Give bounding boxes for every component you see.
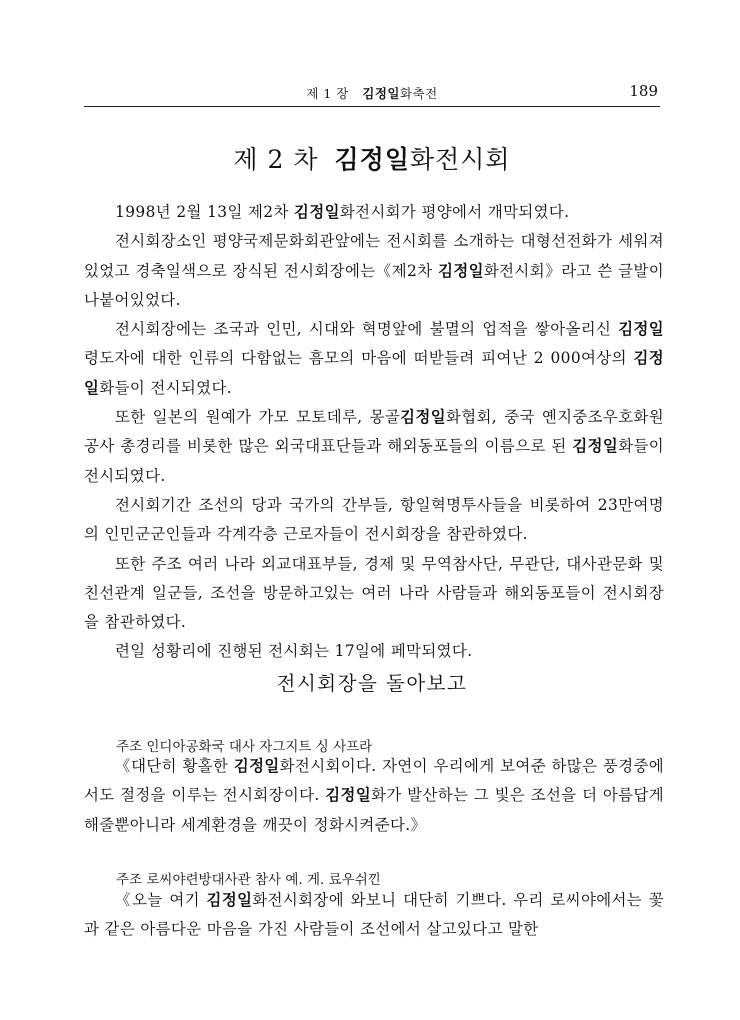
title-rest: 화전시회: [409, 145, 511, 174]
leader-name: 김정일: [438, 261, 484, 280]
page-title: [84, 140, 660, 176]
paragraph-6: 또한 주조 여러 나라 외교대표부들, 경제 및 무역참사단, 무관단, 대사관문화 및 친선관계 일군들, 조선을 방문하고있는 여러 나라 사람들과 해외동포들이 전시회장을 참관하였다.: [84, 554, 664, 632]
leader-name: 김정일: [84, 349, 664, 397]
title-name: 김정일: [334, 145, 410, 174]
quote-text: [84, 752, 664, 840]
paragraph-text: 화협회, 중국 옌지중조우호화원공사 총경리를 비롯한 많은 외국대표단들과 해외동포들의 이름으로 된: [84, 408, 664, 456]
paragraph-text: 1998년 2월 13일 제2차: [115, 203, 295, 221]
quote-part: 《대단히 황홀한: [115, 757, 234, 775]
running-name: 김정일: [362, 86, 400, 101]
paragraph-text: 화전시회》라고 쓴 글발이 나붙어있었다.: [84, 261, 664, 309]
paragraph-5: 전시회기간 조선의 당과 국가의 간부들, 항일혁명투사들을 비롯하여 23만여명의 인민군군인들과 각계각층 근로자들이 전시회장을 참관하였다.: [84, 495, 664, 544]
leader-name: 김정일: [618, 320, 664, 339]
running-header: [84, 82, 660, 107]
paragraph-1: [84, 198, 664, 227]
leader-name: 김정일: [294, 203, 340, 221]
section-title: 전시회장을 돌아보고: [276, 672, 468, 695]
body-text: [84, 198, 664, 667]
paragraph-text: 화들이 전시되였다.: [84, 437, 664, 485]
quote-part: 화전시회이다. 자연이 우리에게 보여준 하많은 풍경중에서도 절정을 이루는 전시회장이다.: [84, 757, 664, 805]
paragraph-text: 전시회장에는 조국과 인민, 시대와 혁명앞에 불멸의 업적을 쌓아올리신: [115, 320, 619, 339]
leader-name: 김정일: [325, 786, 372, 805]
leader-name: 김정일: [206, 891, 253, 909]
running-rest: 화축전: [399, 86, 438, 101]
running-title: [84, 84, 660, 102]
leader-name: 김정일: [572, 437, 619, 456]
quote-2: [84, 886, 664, 945]
paragraph-3: [84, 315, 664, 403]
paragraph-text: 화전시회가 평양에서 개막되였다.: [339, 203, 570, 221]
paragraph-text: 또한 일본의 원예가 가모 모토데루, 몽골: [115, 408, 401, 427]
title-prefix: 제 2 차: [233, 145, 319, 174]
quote-speaker-1: 주조 인디아공화국 대사 자그지트 싱 사프라: [116, 739, 373, 755]
paragraph-text: 령도자에 대한 인류의 다함없는 흠모의 마음에 떠받들려 피여난 2 000여상의: [84, 349, 634, 368]
quote-part: 화가 발산하는 그 빛은 조선을 더 아름답게 해줄뿐아니라 세계환경을 깨끗이 정화시켜준다.》: [84, 786, 664, 834]
leader-name: 김정일: [400, 408, 446, 427]
paragraph-2: [84, 227, 664, 315]
paragraph-4: [84, 403, 664, 491]
quote-part: 화전시회장에 와보니 대단히 기쁘다. 우리 로씨야에서는 꽃과 같은 아름다운 마음을 가진 사람들이 조선에서 살고있다고 말한: [84, 891, 664, 939]
paragraph-7: 련일 성황리에 진행된 전시회는 17일에 페막되였다.: [115, 642, 473, 661]
quote-1: [84, 752, 664, 840]
chapter-label: 제 1 장: [306, 86, 349, 101]
paragraph-text: 화들이 전시되였다.: [99, 378, 233, 397]
quote-text: [84, 886, 664, 945]
paragraph-text: 전시회장소인 평양국제문화회관앞에는 전시회를 소개하는 대형선전화가 세워져있었고 경축일색으로 장식된 전시회장에는《제2차: [84, 232, 664, 280]
quote-part: 《오늘 여기: [115, 891, 207, 909]
quote-speaker-2: 주조 로씨야련방대사관 참사 예. 게. 료우쉬낀: [116, 872, 381, 888]
leader-name: 김정일: [233, 757, 280, 775]
page-number: 189: [629, 82, 658, 100]
